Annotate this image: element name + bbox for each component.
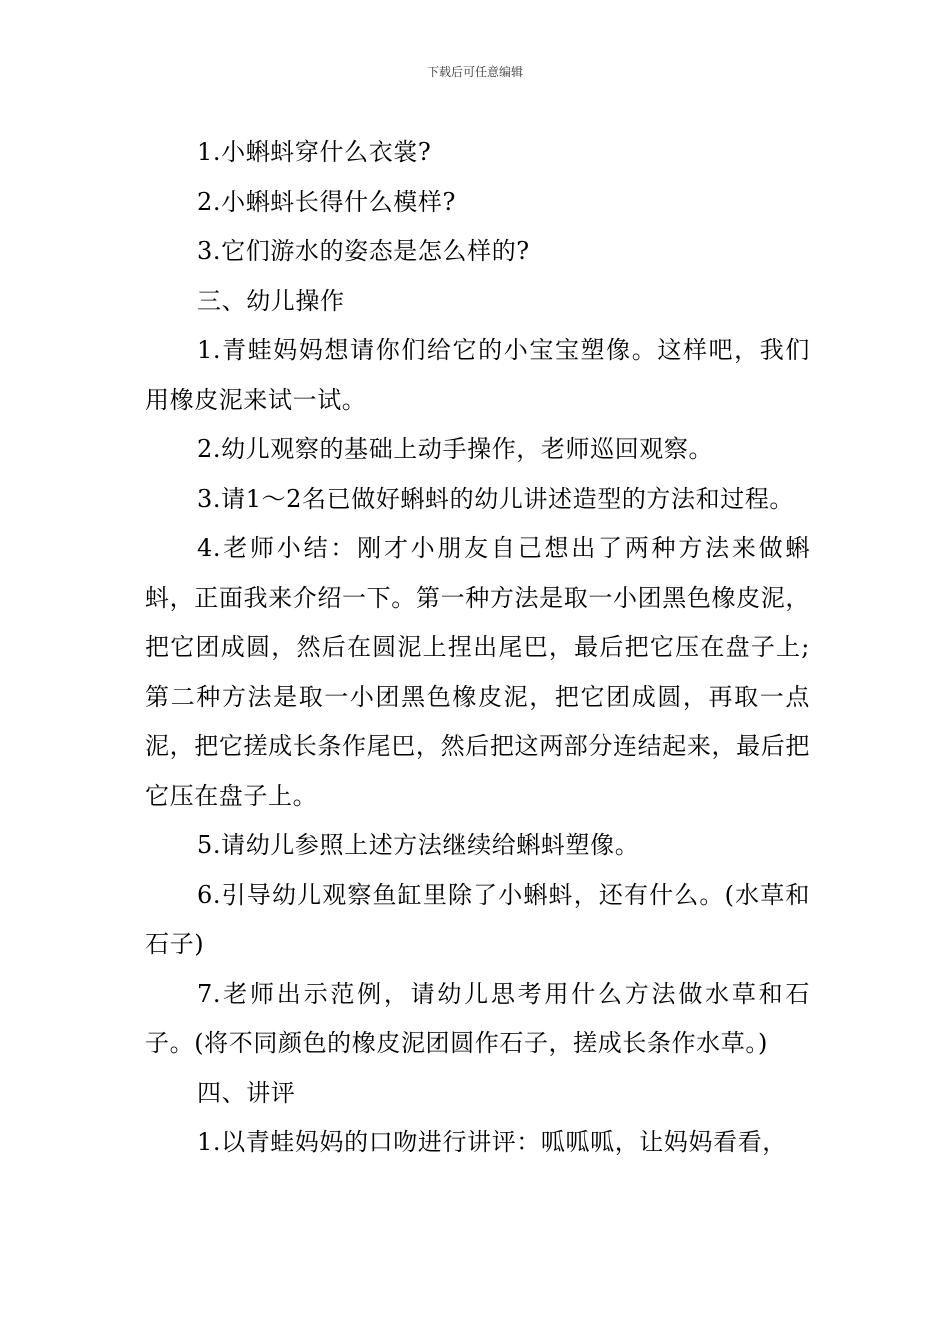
- document-body: [145, 128, 810, 1168]
- page-header: 下载后可任意编辑: [426, 65, 523, 79]
- paragraph-operation-1: 1.青蛙妈妈想请你们给它的小宝宝塑像。这样吧，我们用橡皮泥来试一试。: [145, 336, 810, 414]
- paragraph-question-1: 1.小蝌蚪穿什么衣裳?: [197, 138, 432, 166]
- paragraph-operation-6: 6.引导幼儿观察鱼缸里除了小蝌蚪，还有什么。(水草和石子): [145, 880, 810, 958]
- paragraph-question-3: 3.它们游水的姿态是怎么样的?: [197, 237, 530, 265]
- paragraph-operation-2: 2.幼儿观察的基础上动手操作，老师巡回观察。: [197, 435, 714, 463]
- paragraph-operation-7: 7.老师出示范例，请幼儿思考用什么方法做水草和石子。(将不同颜色的橡皮泥团圆作石子，搓成长条作水草。): [145, 979, 810, 1057]
- paragraph-operation-4: 4.老师小结：刚才小朋友自己想出了两种方法来做蝌蚪，正面我来介绍一下。第一种方法是取一小团黑色橡皮泥，把它团成圆，然后在圆泥上捏出尾巴，最后把它压在盘子上;第二种方法是取一小团黑色橡皮泥，把它团成圆，再取一点泥，把它搓成长条作尾巴，然后把这两部分连结起来，最后把它压在盘子上。: [145, 534, 810, 810]
- paragraph-operation-3: 3.请1～2名已做好蝌蚪的幼儿讲述造型的方法和过程。: [197, 484, 795, 513]
- paragraph-review-1: 1.以青蛙妈妈的口吻进行讲评：呱呱呱，让妈妈看看，: [197, 1128, 787, 1156]
- section-heading-operation: 三、幼儿操作: [197, 286, 345, 315]
- paragraph-operation-5: 5.请幼儿参照上述方法继续给蝌蚪塑像。: [197, 831, 640, 859]
- section-heading-review: 四、讲评: [197, 1078, 296, 1107]
- paragraph-question-2: 2.小蝌蚪长得什么模样?: [197, 187, 456, 216]
